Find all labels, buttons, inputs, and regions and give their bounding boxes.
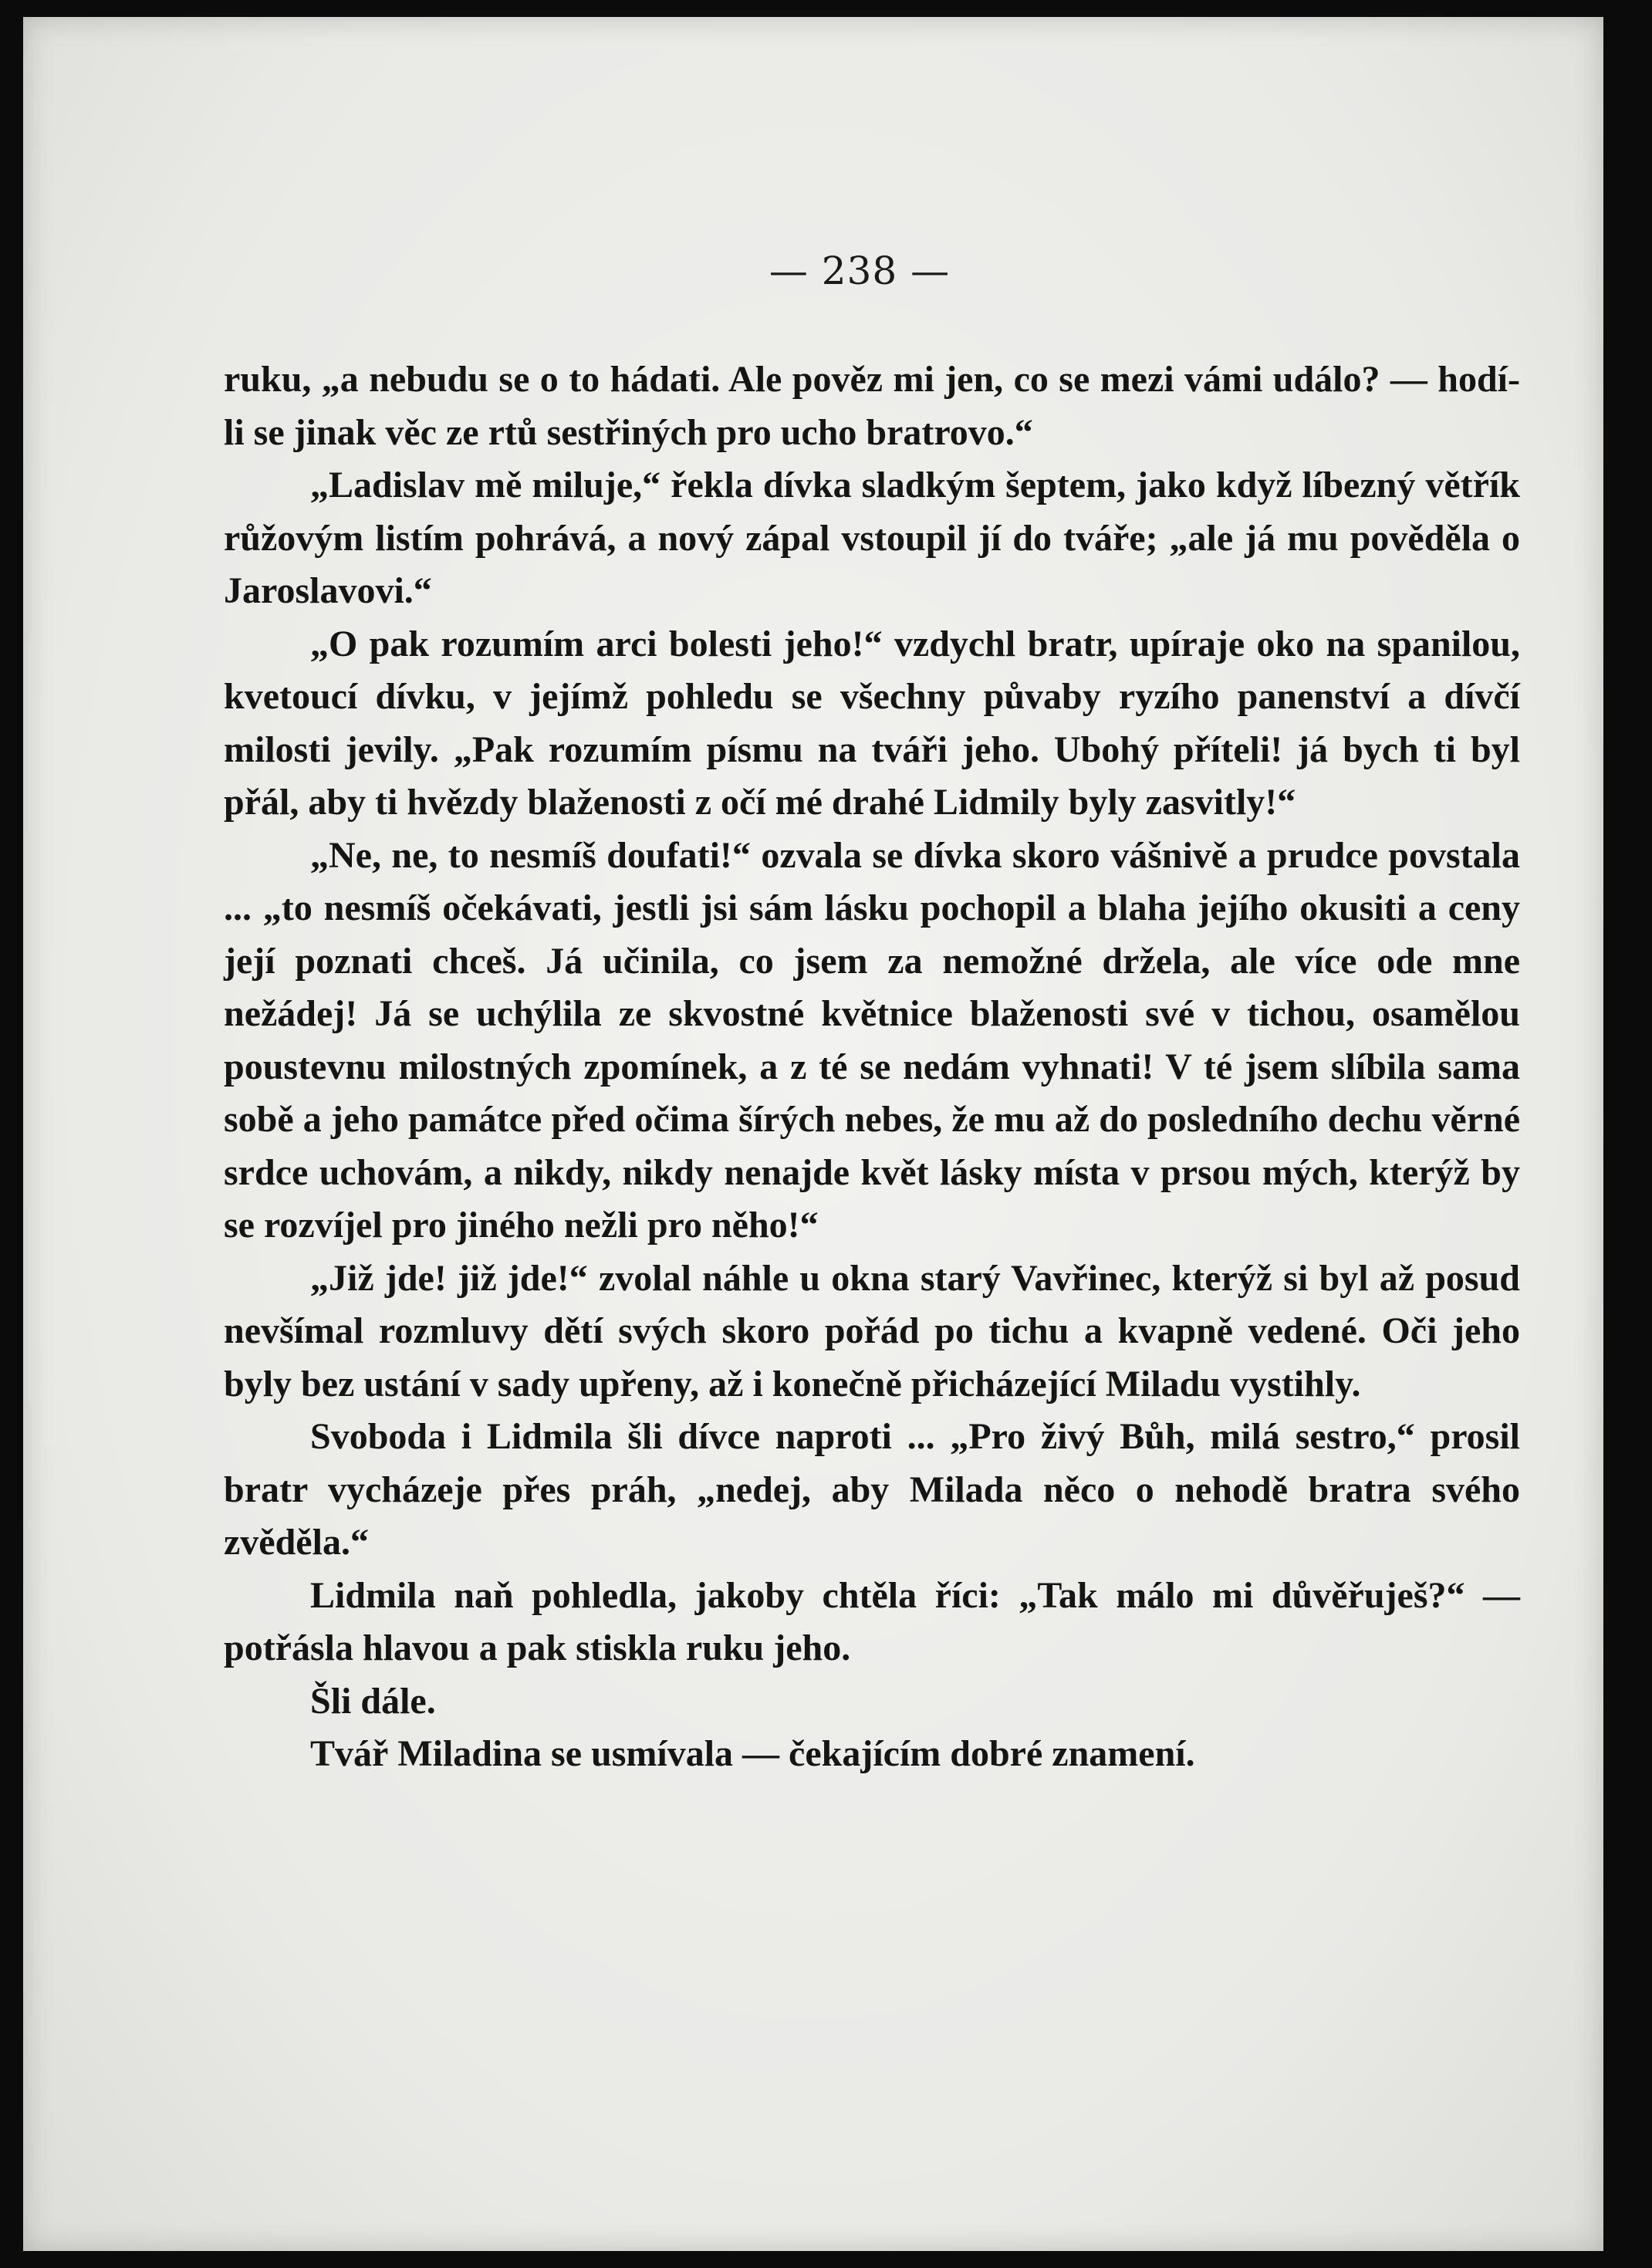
- paragraph: ruku, „a nebudu se o to hádati. Ale pověz mi jen, co se mezi vámi událo? — hodí-li se jinak věc ze rtů sestřiných pro ucho bratrovo.“: [224, 359, 1520, 453]
- paragraph: „Ladislav mě miluje,“ řekla dívka sladkým šeptem, jako když líbezný větřík růžovým listím pohrává, a nový zápal vstoupil jí do tváře; „ale já mu pověděla o Jaroslavovi.“: [224, 465, 1520, 611]
- paragraph: „O pak rozumím arci bolesti jeho!“ vzdychl bratr, upíraje oko na spanilou, kvetoucí dívku, v jejímž pohledu se všechny půvaby ryzího panenství a dívčí milosti jevily. „Pak rozumím písmu na tváři jeho. Ubohý příteli! já bych ti byl přál, aby ti hvězdy blaženosti z očí mé drahé Lidmily byly zasvitly!“: [224, 623, 1520, 823]
- page-number: — 238 —: [769, 248, 951, 293]
- paragraph: Svoboda i Lidmila šli dívce naproti ... „Pro živý Bůh, milá sestro,“ prosil bratr vycházeje přes práh, „nedej, aby Milada něco o nehodě bratra svého zvěděla.“: [224, 1416, 1520, 1563]
- paragraph: Lidmila naň pohledla, jakoby chtěla říci: „Tak málo mi důvěřuješ?“ — potřásla hlavou a pak stiskla ruku jeho.: [224, 1574, 1520, 1668]
- paragraph: „Ne, ne, to nesmíš doufati!“ ozvala se dívka skoro vášnivě a prudce povstala ... „to nesmíš očekávati, jestli jsi sám lásku pochopil a blaha jejího okusiti a ceny její poznati chceš. Já učinila, co jsem za nemožné držela, ale více ode mne nežádej! Já se uchýlila ze skvostné květnice blaženosti své v tichou, osamělou poustevnu milostných zpomínek, a z té se nedám vyhnati! V té jsem slíbila sama sobě a jeho památce před očima šírých nebes, že mu až do posledního dechu věrné srdce uchovám, a nikdy, nikdy nenajde květ lásky místa v prsou mých, kterýž by se rozvíjel pro jiného nežli pro něho!“: [224, 834, 1520, 1246]
- paragraph: „Již jde! již jde!“ zvolal náhle u okna starý Vavřinec, kterýž si byl až posud nevšímal rozmluvy dětí svých skoro pořád po tichu a kvapně vedené. Oči jeho byly bez ustání v sady upřeny, až i konečně přicházející Miladu vystihly.: [224, 1257, 1520, 1404]
- book-page: [23, 17, 1603, 2251]
- paragraph: Tvář Miladina se usmívala — čekajícím dobré znamení.: [310, 1733, 1195, 1774]
- page-text: [224, 353, 1520, 1781]
- paragraph: Šli dále.: [310, 1680, 436, 1722]
